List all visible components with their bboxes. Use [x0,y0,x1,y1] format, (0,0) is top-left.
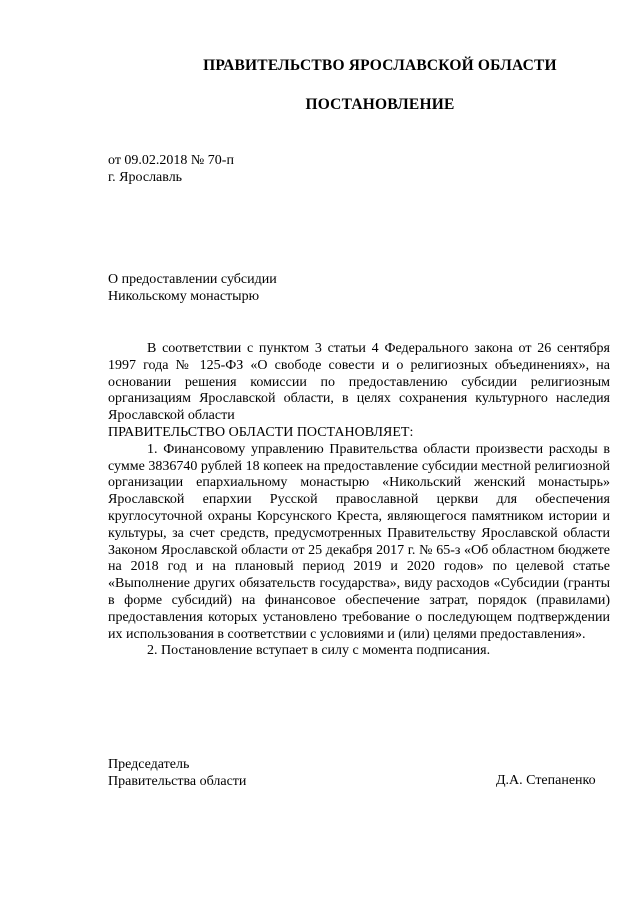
decree-line: ПРАВИТЕЛЬСТВО ОБЛАСТИ ПОСТАНОВЛЯЕТ: [108,424,414,440]
subject-line-2: Никольскому монастырю [108,289,260,304]
item-1: 1. Финансовому управлению Правительства области произвести расходы в сумме 3836740 рублей 18 копеек на предоставление субсидии местной религиозной организации епархиальному монастырю «Никольский женский монастырь» Ярославской епархии Русской православной церкви для обеспечения круглосуточной охраны Корсунского Креста, являющегося памятником истории и культуры, за счет средств, предусмотренных Правительству Ярославской области Законом Ярославской области от 25 декабря 2017 г. № 65-з «Об областном бюджете на 2018 год и на плановый период 2019 и 2020 годов» по целевой статье «Выполнение других обязательств государства», виду расходов «Субсидии (гранты в форме субсидий) на финансовое обеспечение затрат, порядок (правилами) предоставления которых установлено требование о последующем подтверждении их использования в соответствии с условиями и (или) целями предоставления». [108,441,610,642]
date-number: от 09.02.2018 № 70-п [108,153,234,168]
signer-name: Д.А. Степаненко [496,773,596,788]
org-title: ПРАВИТЕЛЬСТВО ЯРОСЛАВСКОЙ ОБЛАСТИ [203,57,557,74]
document-body [108,341,610,660]
preamble: В соответствии с пунктом 3 статьи 4 Федерального закона от 26 сентября 1997 года № 125-ФЗ «О свободе совести и о религиозных объединениях», на основании решения комиссии по предоставлению субсидии религиозным организациям Ярославской области, в целях сохранения культурного наследия Ярославской области [108,341,610,424]
signer-title-1: Председатель [108,757,190,772]
document-type: ПОСТАНОВЛЕНИЕ [305,96,455,113]
city: г. Ярославль [108,170,183,185]
subject-line-1: О предоставлении субсидии [108,272,277,287]
signer-title-2: Правительства области [108,774,247,789]
item-2: 2. Постановление вступает в силу с момента подписания. [147,643,491,659]
